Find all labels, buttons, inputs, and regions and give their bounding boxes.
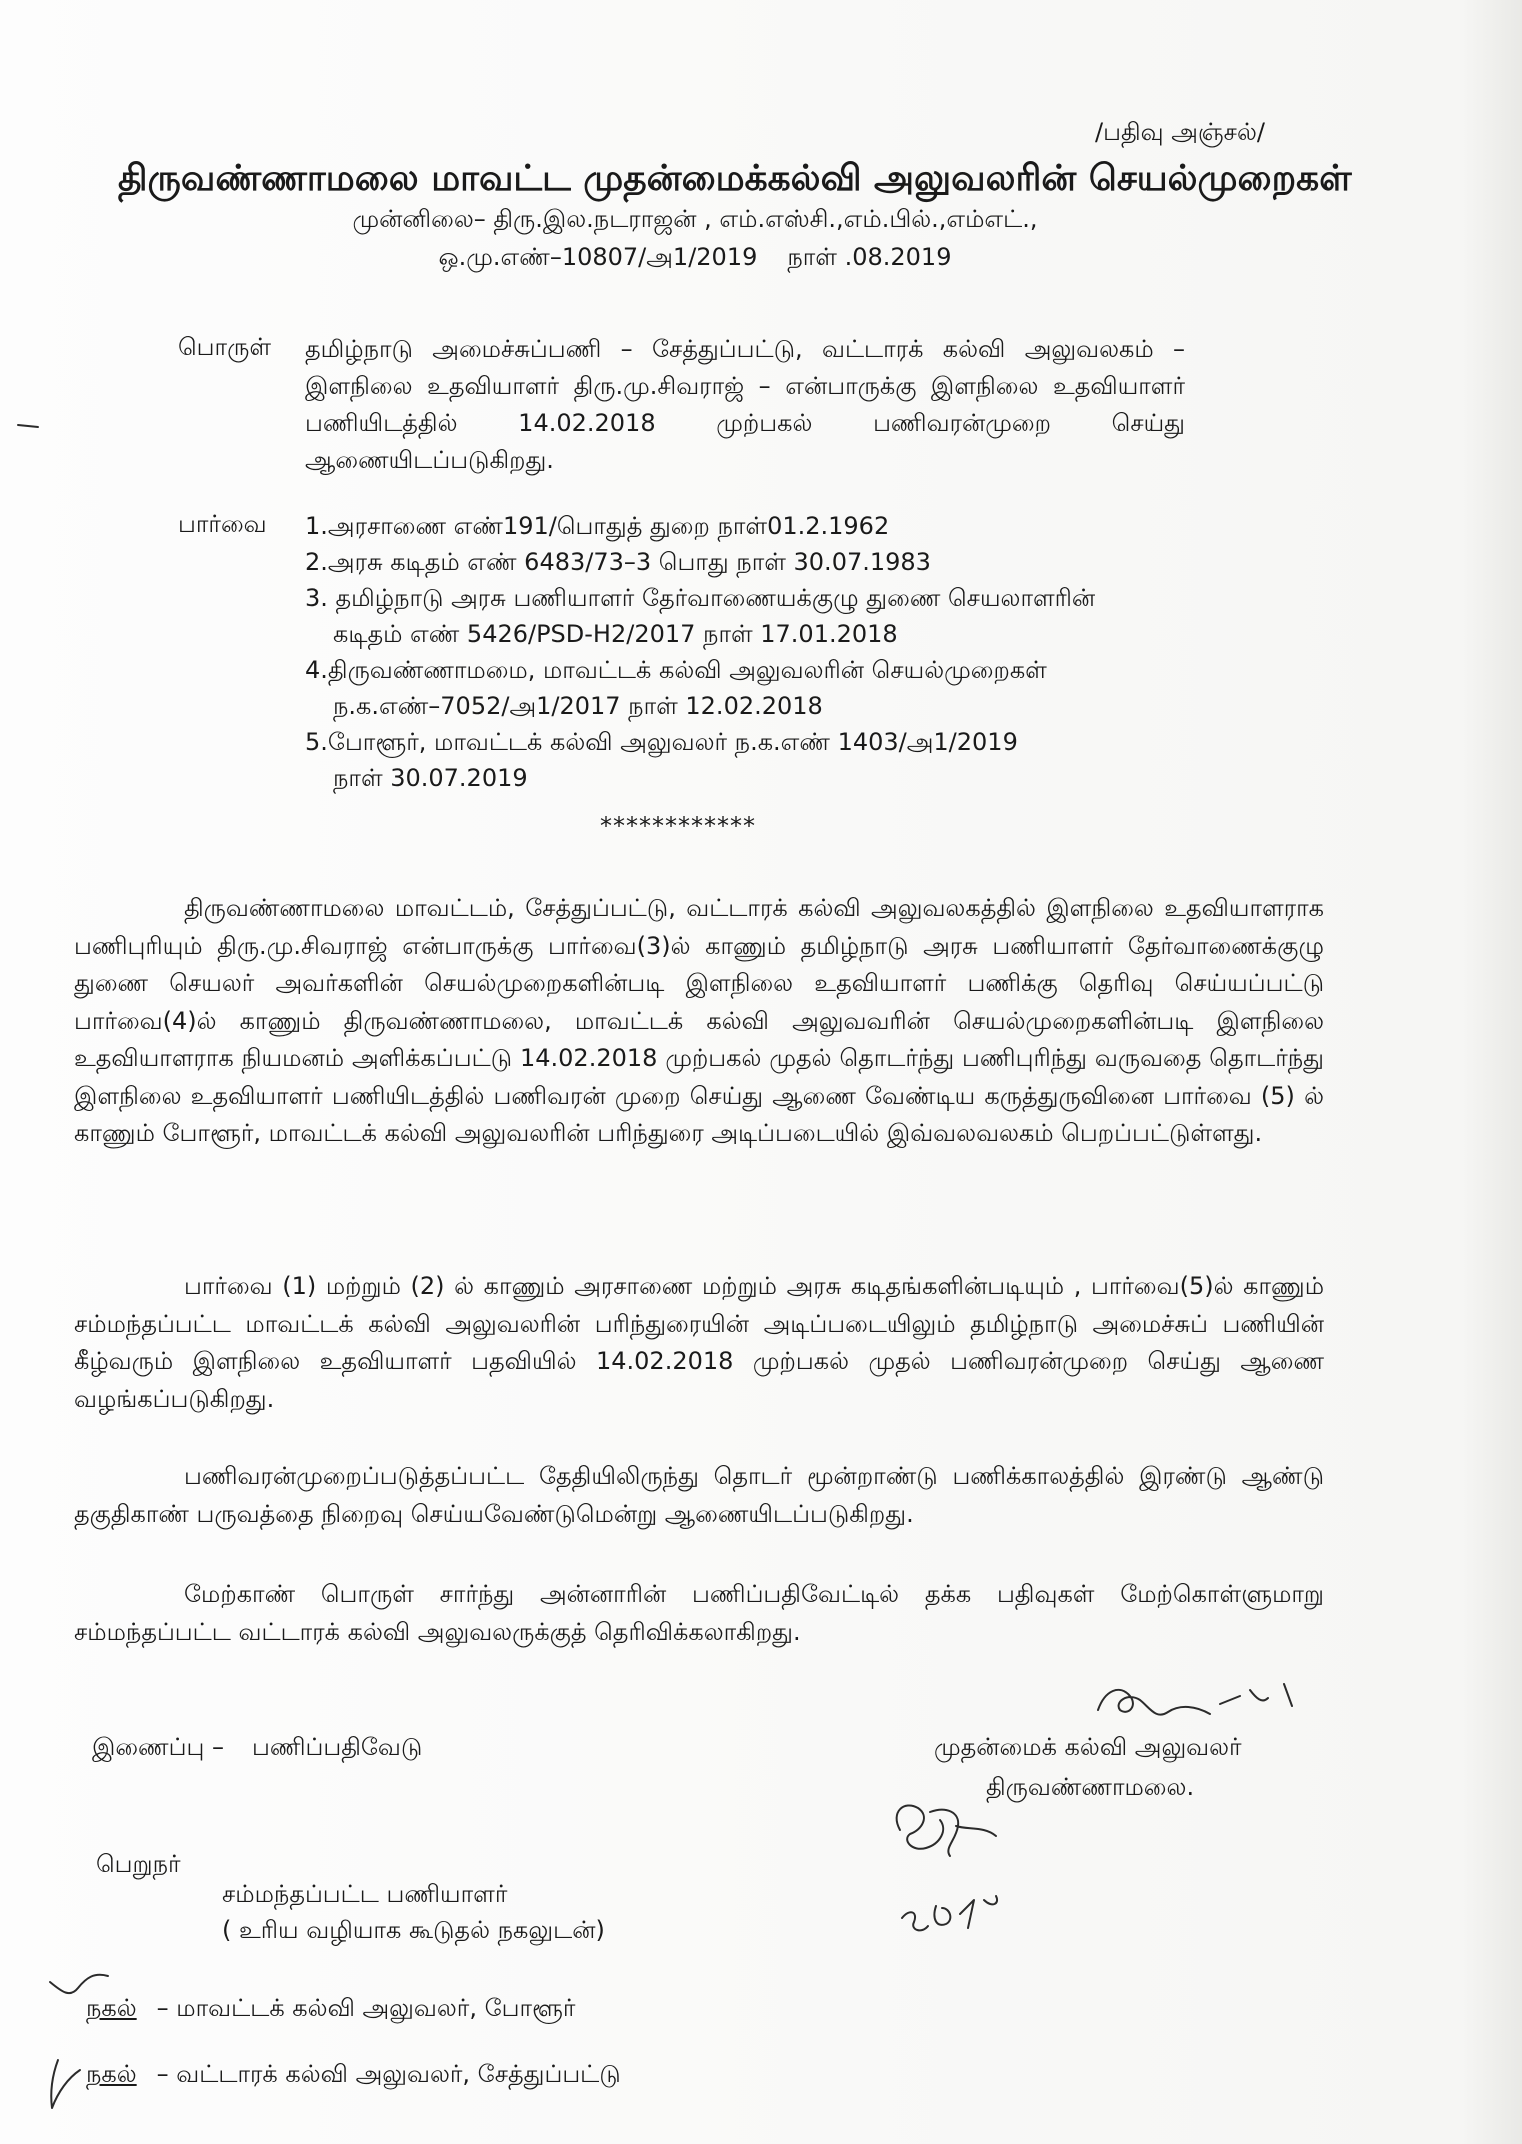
reference-item: 4.திருவண்ணாமமை, மாவட்டக் கல்வி அலுவலரின் செயல்முறைகள் xyxy=(305,656,1047,684)
initial-date-scribble xyxy=(1220,1684,1292,1706)
copy-check-mark-2 xyxy=(51,2060,80,2108)
section-separator: ************ xyxy=(600,812,756,840)
body-paragraph-4: மேற்காண் பொருள் சார்ந்து அன்னாரின் பணிப்பதிவேட்டில் தக்க பதிவுகள் மேற்கொள்ளுமாறு சம்மந்தப்பட்ட வட்டாரக் கல்வி அலுவலருக்குத் தெரிவிக்கலாகிறது. xyxy=(74,1580,1324,1646)
signature-date xyxy=(902,1896,997,1930)
references-label: பார்வை xyxy=(178,510,267,538)
reference-item: 2.அரசு கடிதம் எண் 6483/73–3 பொது நாள் 30.07.1983 xyxy=(305,548,931,576)
reference-item: 5.போளூர், மாவட்டக் கல்வி அலுவலர் ந.க.எண் 1403/அ1/2019 xyxy=(305,728,1018,756)
signatory-place: திருவண்ணாமலை. xyxy=(986,1773,1195,1801)
body-paragraph-2: பார்வை (1) மற்றும் (2) ல் காணும் அரசாணை மற்றும் அரசு கடிதங்களின்படியும் , பார்வை(5)ல் காணும் சம்மந்தப்பட்ட மாவட்டக் கல்வி அலுவலரின் பரிந்துரையின் அடிப்படையிலும் தமிழ்நாடு அமைச்சுப் பணியின் கீழ்வரும் இளநிலை உதவியாளர் பதவியில் 14.02.2018 முற்பகல் முதல் பணிவரன்முறை செய்து ஆணை வழங்கப்படுகிறது. xyxy=(74,1272,1324,1413)
body-paragraph-1: திருவண்ணாமலை மாவட்டம், சேத்துப்பட்டு, வட்டாரக் கல்வி அலுவலகத்தில் இளநிலை உதவியாளராக பணிபுரியும் திரு.மு.சிவராஜ் என்பாருக்கு பார்வை(3)ல் காணும் தமிழ்நாடு அரசு பணியாளர் தேர்வாணைக்குழு துணை செயலர் அவர்களின் செயல்முறைகளின்படி இளநிலை உதவியாளர் பணிக்கு தெரிவு செய்யப்பட்டு பார்வை(4)ல் காணும் திருவண்ணாமலை, மாவட்டக் கல்வி அலுவவரின் செயல்முறைகளின்படி இளநிலை உதவியாளராக நியமனம் அளிக்கப்பட்டு 14.02.2018 முற்பகல் முதல் தொடர்ந்து பணிபுரிந்து வருவதை தொடர்ந்து இளநிலை உதவியாளர் பணியிடத்தில் பணிவரன் முறை செய்து ஆணை வேண்டிய கருத்துருவினை பார்வை (5) ல் காணும் போளூர், மாவட்டக் கல்வி அலுவலரின் பரிந்துரை அடிப்படையில் இவ்வலவலகம் பெறப்பட்டுள்ளது. xyxy=(74,894,1324,1147)
copy-recipient: – வட்டாரக் கல்வி அலுவலர், சேத்துப்பட்டு xyxy=(156,2060,621,2088)
enclosure-label: இணைப்பு – xyxy=(92,1733,224,1761)
document-title: திருவண்ணாமலை மாவட்ட முதன்மைக்கல்வி அலுவலரின் செயல்முறைகள் xyxy=(118,158,1352,199)
copy-label: நகல் xyxy=(86,1994,137,2022)
recipient-note: ( உரிய வழியாக கூடுதல் நகலுடன்) xyxy=(222,1916,605,1944)
reference-item-continued: ந.க.எண்–7052/அ1/2017 நாள் 12.02.2018 xyxy=(333,692,823,720)
order-date: நாள் .08.2019 xyxy=(787,243,952,271)
margin-punch-mark xyxy=(18,425,38,427)
registered-post-tag: /பதிவு அஞ்சல்/ xyxy=(1095,118,1265,146)
signatory-title: முதன்மைக் கல்வி அலுவலர் xyxy=(934,1733,1242,1761)
reference-item: 3. தமிழ்நாடு அரசு பணியாளர் தேர்வாணையக்குழு துணை செயலாளரின் xyxy=(305,584,1096,612)
reference-item-continued: கடிதம் எண் 5426/PSD-H2/2017 நாள் 17.01.2018 xyxy=(333,620,898,648)
reference-item: 1.அரசாணை எண்191/பொதுத் துறை நாள்01.2.1962 xyxy=(305,512,890,540)
order-number: ஒ.மு.எண்–10807/அ1/2019 xyxy=(438,243,758,271)
recipient-label: பெறுநர் xyxy=(96,1850,181,1878)
initial-scribble xyxy=(1098,1690,1210,1715)
copy-recipient: – மாவட்டக் கல்வி அலுவலர், போளூர் xyxy=(156,1994,576,2022)
presence-line: முன்னிலை– திரு.இல.நடராஜன் , எம்.எஸ்சி.,எம்.பில்.,எம்எட்., xyxy=(352,205,1038,233)
officer-signature xyxy=(897,1805,996,1856)
subject-text: தமிழ்நாடு அமைச்சுப்பணி – சேத்துப்பட்டு, வட்டாரக் கல்வி அலுவலகம் – இளநிலை உதவியாளர் திரு.மு.சிவராஜ் – என்பாருக்கு இளநிலை உதவியாளர் பணியிடத்தில் 14.02.2018 முற்பகல் பணிவரன்முறை செய்து ஆணையிடப்படுகிறது. xyxy=(305,335,1185,474)
copy-check-mark-1 xyxy=(50,1975,108,1993)
recipient-name: சம்மந்தப்பட்ட பணியாளர் xyxy=(222,1880,508,1908)
reference-item-continued: நாள் 30.07.2019 xyxy=(333,764,528,792)
enclosure-value: பணிப்பதிவேடு xyxy=(251,1733,423,1761)
body-paragraph-3: பணிவரன்முறைப்படுத்தப்பட்ட தேதியிலிருந்து தொடர் மூன்றாண்டு பணிக்காலத்தில் இரண்டு ஆண்டு தகுதிகாண் பருவத்தை நிறைவு செய்யவேண்டுமென்று ஆணையிடப்படுகிறது. xyxy=(74,1462,1324,1528)
subject-label: பொருள் xyxy=(178,333,271,361)
copy-label: நகல் xyxy=(86,2060,137,2088)
